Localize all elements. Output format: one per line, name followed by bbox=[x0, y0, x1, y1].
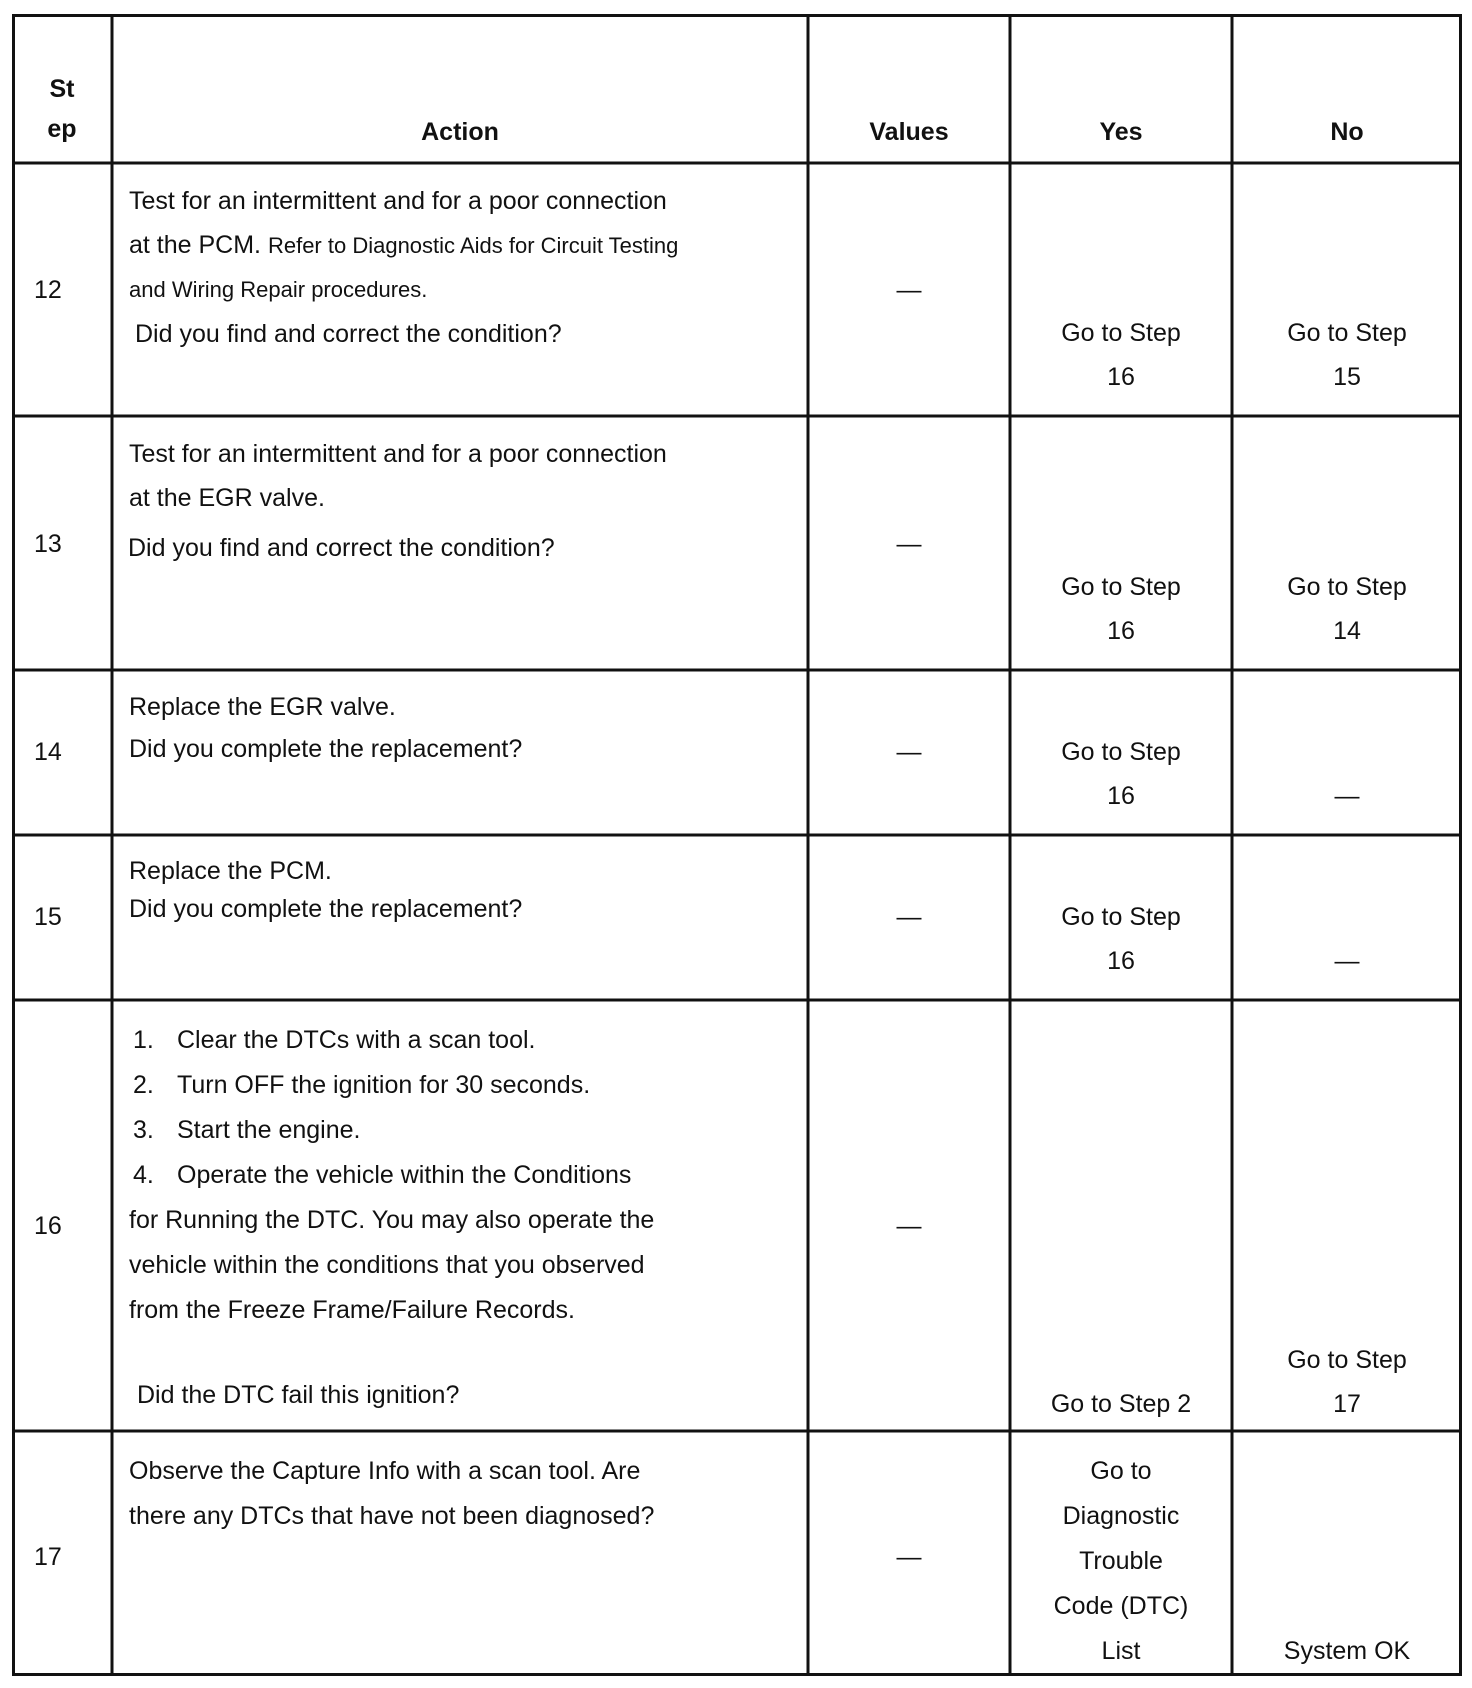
header-step-line1: St bbox=[49, 75, 75, 103]
header-values: Values bbox=[869, 118, 949, 146]
yes-target: Go to Step 2 bbox=[1050, 1390, 1192, 1418]
header-no: No bbox=[1330, 118, 1364, 146]
no-target: System OK bbox=[1283, 1637, 1411, 1665]
action-text: Replace the EGR valve. Did you complete the replacement? bbox=[129, 693, 523, 763]
action-text: Replace the PCM. Did you complete the replacement? bbox=[129, 857, 523, 923]
step-number: 14 bbox=[34, 738, 62, 766]
values-dash: — bbox=[896, 1212, 922, 1240]
action-text: Test for an intermittent and for a poor connection at the PCM. Refer to Diagnostic Aids for Circuit Testing and Wiring Repair procedures. Did you find and correct the condition? bbox=[129, 187, 679, 348]
values-dash: — bbox=[896, 530, 922, 558]
step-number: 12 bbox=[34, 276, 62, 304]
no-dash: — bbox=[1334, 947, 1360, 975]
values-dash: — bbox=[896, 738, 922, 766]
yes-target: Go to Step 16 bbox=[1061, 903, 1181, 975]
action-text: Test for an intermittent and for a poor connection at the EGR valve. Did you find and correct the condition? bbox=[128, 440, 667, 562]
action-text: Observe the Capture Info with a scan tool. Are there any DTCs that have not been diagnosed? bbox=[129, 1457, 655, 1530]
yes-target: Go to Step 16 bbox=[1061, 573, 1181, 645]
no-target: Go to Step 15 bbox=[1287, 319, 1407, 391]
list-item: 2. Turn OFF the ignition for 30 seconds. bbox=[133, 1071, 591, 1099]
header-yes: Yes bbox=[1099, 118, 1143, 146]
no-dash: — bbox=[1334, 782, 1360, 810]
step-number: 16 bbox=[34, 1212, 62, 1240]
header-step bbox=[12, 69, 112, 149]
step-number: 13 bbox=[34, 530, 62, 558]
step-number: 15 bbox=[34, 903, 62, 931]
diagnostic-table bbox=[12, 14, 1462, 1676]
action-text: 1. Clear the DTCs with a scan tool. 2. Turn OFF the ignition for 30 seconds. 3. Start the engine. 4. Operate the vehicle within the Conditions for Running the DTC. You may also operate the vehicle within the conditions that you observed from the Freeze Frame/Failure Records. Did the DTC fail this ignition? bbox=[129, 1018, 654, 1418]
list-item: 4. Operate the vehicle within the Conditions bbox=[133, 1161, 632, 1189]
yes-target: Go to Diagnostic Trouble Code (DTC) List bbox=[1053, 1457, 1189, 1665]
values-dash: — bbox=[896, 1543, 922, 1571]
step-number: 17 bbox=[34, 1543, 62, 1571]
no-target: Go to Step 17 bbox=[1287, 1346, 1407, 1418]
yes-target: Go to Step 16 bbox=[1061, 738, 1181, 810]
header-action: Action bbox=[421, 118, 499, 146]
header-step-line2: ep bbox=[47, 115, 77, 143]
values-dash: — bbox=[896, 903, 922, 931]
values-dash: — bbox=[896, 276, 922, 304]
list-item: 3. Start the engine. bbox=[133, 1116, 361, 1144]
yes-target: Go to Step 16 bbox=[1061, 319, 1181, 391]
no-target: Go to Step 14 bbox=[1287, 573, 1407, 645]
list-item: 1. Clear the DTCs with a scan tool. bbox=[133, 1026, 536, 1054]
